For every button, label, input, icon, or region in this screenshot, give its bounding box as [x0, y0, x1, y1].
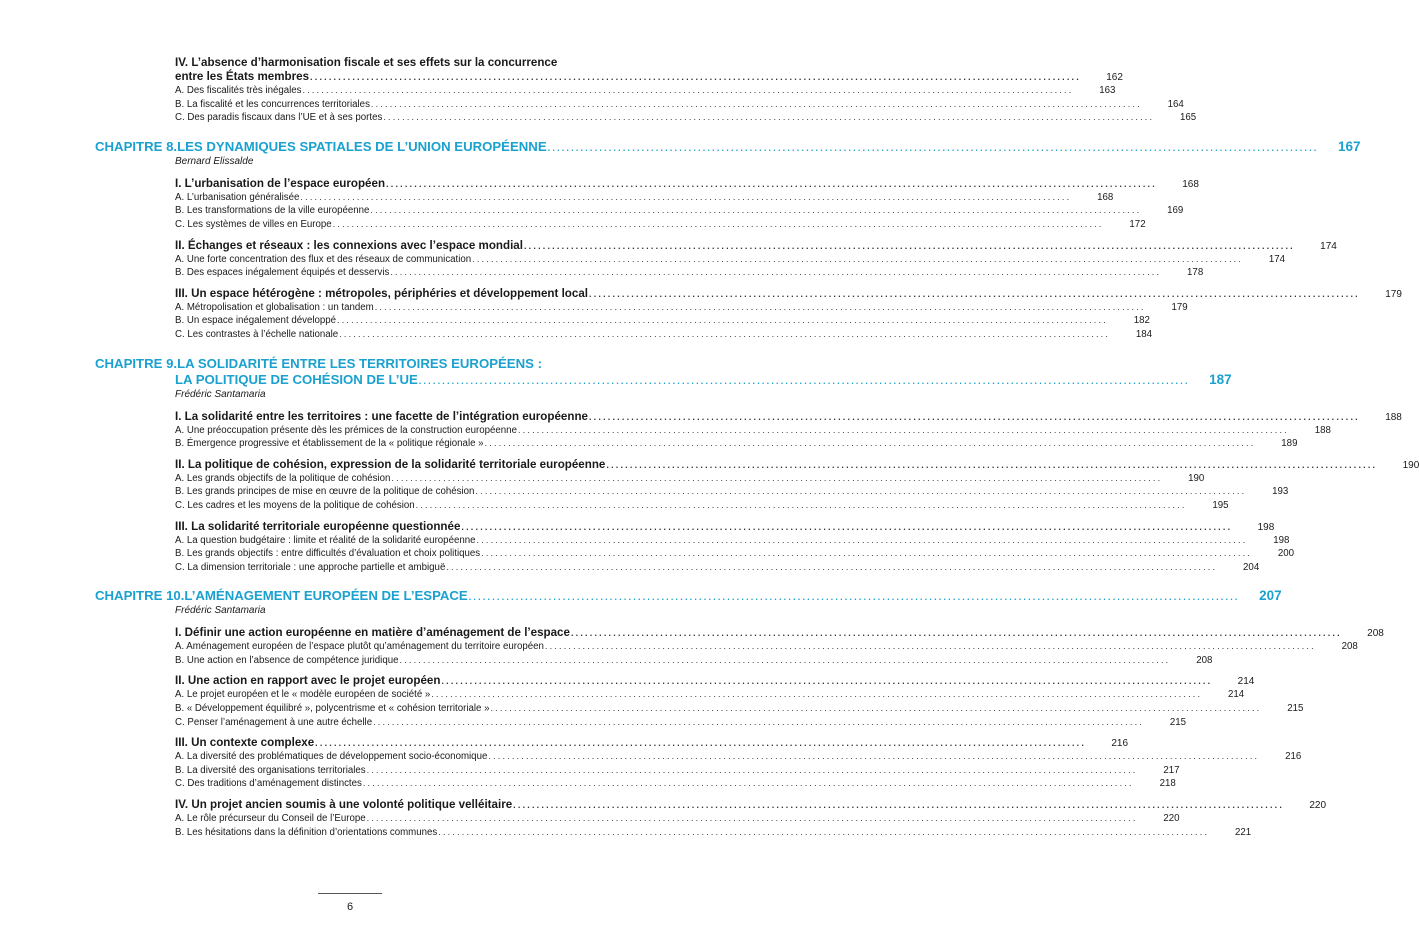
dot-leader: [490, 702, 1261, 716]
dot-leader: [375, 301, 1146, 315]
subsection-entry-title: C. Les contrastes à l’échelle nationale: [175, 328, 339, 340]
subsection-entry[interactable]: [95, 764, 1180, 778]
subsection-entry-title: A. La diversité des problématiques de développement socio-économique: [175, 751, 488, 763]
subsection-entry-page: 215: [1169, 716, 1186, 728]
section-entry-title: II. Échanges et réseaux : les connexions avec l’espace mondial: [175, 238, 523, 252]
subsection-entry[interactable]: [95, 812, 1180, 826]
section-entry-page: 198: [1257, 521, 1275, 533]
subsection-entry[interactable]: [95, 561, 1260, 575]
subsection-entry-page: 190: [1188, 472, 1205, 484]
chapter-heading-title: LES DYNAMIQUES SPATIALES DE L’UNION EUROPÉENNE: [177, 138, 547, 154]
dot-leader: [524, 239, 1295, 253]
subsection-entry-page: 165: [1180, 112, 1197, 124]
section-entry-title: III. Un espace hétérogène : métropoles, périphéries et développement local: [175, 286, 588, 300]
dot-leader: [300, 191, 1071, 205]
subsection-entry-page: 220: [1163, 813, 1180, 825]
dot-leader: [363, 777, 1134, 791]
subsection-entry-page: 182: [1133, 315, 1150, 327]
page-number: 6: [346, 901, 354, 913]
footer-rule: [318, 893, 382, 894]
subsection-entry-page: 189: [1281, 438, 1298, 450]
subsection-entry[interactable]: [95, 191, 1114, 205]
subsection-entry-page: 198: [1273, 534, 1290, 546]
subsection-entry-title: B. « Développement équilibré », polycentrisme et « cohésion territoriale »: [175, 703, 490, 715]
subsection-entry-title: C. Des paradis fiscaux dans l’UE et à ses portes: [175, 112, 383, 124]
section-entry-title: III. La solidarité territoriale européenne questionnée: [175, 519, 461, 533]
chapter-number: CHAPITRE 9.: [95, 355, 178, 371]
section-entry-title: I. L’urbanisation de l’espace européen: [175, 176, 386, 190]
subsection-entry[interactable]: [95, 314, 1150, 328]
section-heading-title: entre les États membres: [175, 70, 310, 83]
section-heading-page: 162: [1106, 72, 1123, 83]
subsection-entry[interactable]: [95, 111, 1197, 125]
section-entry-title: I. Définir une action européenne en matière d’aménagement de l’espace: [175, 626, 570, 640]
chapter-heading-title: LA POLITIQUE DE COHÉSION DE L’UE: [175, 371, 418, 387]
subsection-entry-title: B. Les grands objectifs : entre difficultés d’évaluation et choix politiques: [175, 548, 481, 560]
dot-leader: [513, 798, 1284, 812]
subsection-entry-page: 204: [1243, 561, 1260, 573]
section-entry-title: II. La politique de cohésion, expression de la solidarité territoriale européenne: [175, 457, 606, 471]
section-entry-title: IV. Un projet ancien soumis à une volonté politique velléitaire: [175, 798, 513, 812]
section-entry-page: 208: [1367, 628, 1384, 640]
subsection-entry[interactable]: [95, 826, 1252, 840]
section-entry-page: 168: [1182, 178, 1199, 190]
subsection-entry-title: A. Les grands objectifs de la politique de cohésion: [175, 472, 391, 484]
chapter-heading-page: 187: [1209, 371, 1232, 387]
dot-leader: [371, 98, 1142, 112]
dot-leader: [477, 534, 1248, 548]
subsection-entry-page: 174: [1268, 253, 1286, 265]
dot-leader: [373, 716, 1144, 730]
dot-leader: [485, 437, 1256, 451]
section-entry-page: 190: [1402, 459, 1419, 471]
subsection-entry-title: B. La fiscalité et les concurrences territoriales: [175, 98, 370, 110]
subsection-entry[interactable]: [95, 84, 1116, 98]
dot-leader: [367, 764, 1138, 778]
subsection-entry[interactable]: [95, 688, 1245, 702]
section-entry[interactable]: [95, 409, 1402, 424]
author-name: Bernard Elissalde: [175, 155, 254, 167]
subsection-entry-page: 163: [1099, 85, 1116, 96]
dot-leader: [315, 736, 1086, 750]
subsection-entry[interactable]: [95, 654, 1213, 668]
dot-leader: [400, 654, 1171, 668]
dot-leader: [606, 458, 1377, 472]
dot-leader: [310, 70, 1081, 84]
subsection-entry-title: A. Une forte concentration des flux et des réseaux de communication: [175, 253, 472, 265]
dot-leader: [518, 424, 1289, 438]
subsection-entry-page: 195: [1212, 499, 1229, 511]
subsection-entry[interactable]: [95, 98, 1184, 112]
subsection-entry-title: A. Le rôle précurseur du Conseil de l’Europe: [175, 813, 366, 825]
section-entry[interactable]: [95, 519, 1275, 534]
subsection-entry-page: 184: [1135, 328, 1153, 340]
subsection-entry[interactable]: [95, 437, 1298, 451]
dot-leader: [441, 674, 1212, 688]
subsection-entry[interactable]: [95, 424, 1331, 438]
subsection-entry[interactable]: [95, 640, 1358, 654]
section-heading[interactable]: [95, 56, 640, 70]
subsection-entry[interactable]: [95, 702, 1304, 716]
section-entry[interactable]: [95, 176, 1199, 191]
subsection-entry-page: 168: [1097, 191, 1114, 203]
subsection-entry-page: 216: [1285, 751, 1302, 763]
chapter-author: [95, 155, 640, 169]
subsection-entry[interactable]: [95, 750, 1302, 764]
subsection-entry[interactable]: [95, 328, 1153, 342]
dot-leader: [472, 253, 1243, 267]
dot-leader: [488, 750, 1259, 764]
subsection-entry[interactable]: [95, 301, 1188, 315]
subsection-entry-title: B. Des espaces inégalement équipés et desservis: [175, 267, 390, 279]
subsection-entry[interactable]: [95, 472, 1205, 486]
subsection-entry-title: A. L’urbanisation généralisée: [175, 191, 300, 203]
chapter-number: CHAPITRE 10.: [95, 588, 185, 604]
chapter-heading-page: 167: [1337, 138, 1361, 154]
dot-leader: [303, 84, 1074, 98]
subsection-entry-page: 169: [1167, 205, 1184, 217]
section-entry-title: III. Un contexte complexe: [175, 736, 315, 750]
subsection-entry[interactable]: [95, 485, 1289, 499]
subsection-entry-title: A. Aménagement européen de l’espace plutôt qu’aménagement du territoire européen: [175, 641, 544, 653]
chapter-heading-page: 207: [1259, 588, 1282, 604]
chapter-heading-title: L’AMÉNAGEMENT EUROPÉEN DE L’ESPACE: [184, 588, 468, 604]
dot-leader: [475, 485, 1246, 499]
dot-leader: [461, 520, 1232, 534]
subsection-entry-title: B. Une action en l’absence de compétence juridique: [175, 654, 399, 666]
dot-leader: [386, 177, 1157, 191]
subsection-entry-page: 221: [1234, 826, 1252, 838]
dot-leader: [337, 314, 1108, 328]
chapter-author: [95, 604, 640, 618]
dot-leader: [431, 688, 1202, 702]
dot-leader: [333, 218, 1104, 232]
section-entry-page: 188: [1385, 411, 1402, 423]
dot-leader: [548, 140, 1319, 156]
subsection-entry[interactable]: [95, 547, 1295, 561]
subsection-entry-title: C. Les systèmes de villes en Europe: [175, 218, 332, 230]
section-entry[interactable]: [95, 674, 1255, 688]
dot-leader: [383, 111, 1154, 125]
section-heading-title: IV. L’absence d’harmonisation fiscale et ses effets sur la concurrence: [175, 56, 558, 69]
subsection-entry-title: A. La question budgétaire : limite et réalité de la solidarité européenne: [175, 534, 476, 546]
subsection-entry-title: A. Des fiscalités très inégales: [175, 85, 302, 96]
chapter-author: [95, 388, 640, 402]
subsection-entry[interactable]: [95, 534, 1290, 548]
section-entry[interactable]: [95, 736, 1129, 750]
subsection-entry-page: 188: [1314, 424, 1331, 436]
dot-leader: [589, 287, 1360, 301]
subsection-entry-page: 178: [1187, 267, 1204, 279]
subsection-entry-title: C. Les cadres et les moyens de la politique de cohésion: [175, 499, 415, 511]
dot-leader: [545, 640, 1316, 654]
subsection-entry-title: A. Le projet européen et le « modèle européen de société »: [175, 689, 431, 701]
subsection-entry-page: 208: [1341, 641, 1358, 653]
chapter-number: CHAPITRE 8.: [95, 138, 178, 154]
subsection-entry-page: 208: [1196, 654, 1213, 666]
section-entry-title: II. Une action en rapport avec le projet européen: [175, 674, 441, 688]
table-of-contents: [95, 56, 1419, 839]
subsection-entry-title: C. Penser l’aménagement à une autre échelle: [175, 716, 373, 728]
chapter-heading[interactable]: [95, 588, 1282, 604]
dot-leader: [339, 328, 1110, 342]
subsection-entry-page: 214: [1228, 689, 1245, 701]
subsection-entry-page: 172: [1129, 218, 1146, 230]
section-entry-page: 214: [1237, 676, 1255, 688]
subsection-entry[interactable]: [95, 777, 1176, 791]
subsection-entry-title: A. Métropolisation et globalisation : un tandem: [175, 301, 374, 313]
subsection-entry-page: 200: [1277, 548, 1295, 560]
dot-leader: [438, 826, 1209, 840]
dot-leader: [367, 812, 1138, 826]
subsection-entry-page: 193: [1272, 486, 1289, 498]
subsection-entry-page: 217: [1163, 764, 1180, 776]
subsection-entry-title: B. Un espace inégalement développé: [175, 315, 337, 327]
section-entry[interactable]: [95, 457, 1419, 472]
section-entry[interactable]: [95, 238, 1337, 253]
subsection-entry[interactable]: [95, 204, 1184, 218]
chapter-heading-title: LA SOLIDARITÉ ENTRE LES TERRITOIRES EUROPÉENS :: [177, 355, 542, 371]
section-entry-page: 220: [1309, 800, 1327, 812]
subsection-entry-title: B. Émergence progressive et établissement de la « politique régionale »: [175, 438, 484, 450]
dot-leader: [589, 410, 1360, 424]
subsection-entry[interactable]: [95, 253, 1286, 267]
chapter-heading[interactable]: [95, 138, 1361, 155]
section-entry[interactable]: [95, 286, 1402, 301]
chapter-heading[interactable]: [95, 356, 640, 372]
section-entry-page: 179: [1385, 288, 1402, 300]
dot-leader: [571, 626, 1342, 640]
dot-leader: [446, 561, 1217, 575]
subsection-entry-title: C. Des traditions d’aménagement distinctes: [175, 778, 362, 790]
section-entry[interactable]: [95, 626, 1384, 640]
author-name: Frédéric Santamaria: [175, 605, 266, 617]
section-entry-page: 174: [1320, 240, 1337, 252]
subsection-entry-title: B. La diversité des organisations territoriales: [175, 764, 366, 776]
author-name: Frédéric Santamaria: [175, 388, 266, 400]
subsection-entry[interactable]: [95, 266, 1204, 280]
subsection-entry-title: A. Une préoccupation présente dès les prémices de la construction européenne: [175, 424, 517, 436]
subsection-entry[interactable]: [95, 716, 1186, 730]
dot-leader: [481, 547, 1252, 561]
subsection-entry-page: 215: [1287, 703, 1304, 715]
chapter-heading[interactable]: [95, 371, 1232, 388]
subsection-entry-page: 218: [1159, 778, 1176, 790]
subsection-entry-page: 179: [1171, 301, 1188, 313]
subsection-entry-title: B. Les grands principes de mise en œuvre de la politique de cohésion: [175, 486, 475, 498]
section-entry-title: I. La solidarité entre les territoires : une facette de l’intégration européenne: [175, 409, 588, 423]
section-entry-page: 216: [1111, 738, 1129, 750]
subsection-entry[interactable]: [95, 218, 1146, 232]
section-heading[interactable]: [95, 70, 1123, 84]
dot-leader: [391, 472, 1162, 486]
dot-leader: [419, 373, 1190, 389]
dot-leader: [416, 499, 1187, 513]
dot-leader: [469, 589, 1240, 605]
dot-leader: [370, 204, 1141, 218]
subsection-entry-title: C. La dimension territoriale : une approche partielle et ambiguë: [175, 561, 446, 573]
subsection-entry-title: B. Les transformations de la ville européenne: [175, 205, 370, 217]
subsection-entry-title: B. Les hésitations dans la définition d’orientations communes: [175, 826, 438, 838]
subsection-entry[interactable]: [95, 499, 1229, 513]
section-entry[interactable]: [95, 798, 1327, 812]
subsection-entry-page: 164: [1167, 98, 1184, 110]
dot-leader: [390, 266, 1161, 280]
